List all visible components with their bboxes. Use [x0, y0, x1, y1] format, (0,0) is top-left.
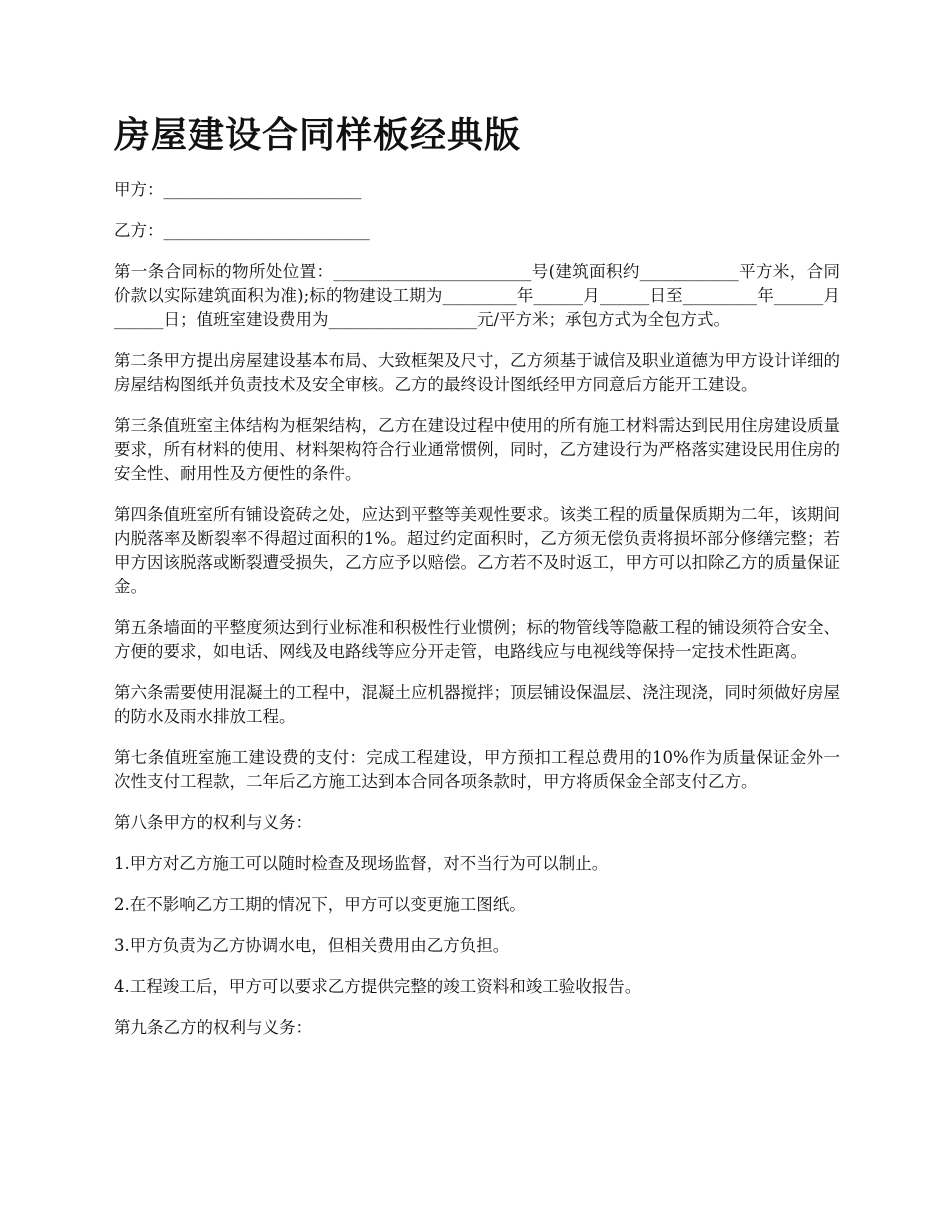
article-3: 第三条值班室主体结构为框架结构，乙方在建设过程中使用的所有施工材料需达到民用住房建设质量要求，所有材料的使用、材料架构符合行业通常惯例，同时，乙方建设行为严格落实建设民用住房的安全性、耐用性及方便性的条件。: [114, 416, 840, 483]
article-7: 第七条值班室施工建设费的支付：完成工程建设，甲方预扣工程总费用的10%作为质量保证金外一次性支付工程款，二年后乙方施工达到本合同各项条款时，甲方将质保金全部支付乙方。: [114, 748, 840, 791]
article-6: 第六条需要使用混凝土的工程中，混凝土应机器搅拌；顶层铺设保温层、浇注现浇，同时须做好房屋的防水及雨水排放工程。: [114, 683, 840, 726]
article-8-item-2: 2.在不影响乙方工期的情况下，甲方可以变更施工图纸。: [114, 895, 526, 914]
article-8-item-3: 3.甲方负责为乙方协调水电，但相关费用由乙方负担。: [114, 936, 510, 955]
party-a-line: 甲方：________________________: [114, 180, 362, 199]
article-2: 第二条甲方提出房屋建设基本布局、大致框架及尺寸，乙方须基于诚信及职业道德为甲方设计详细的房屋结构图纸并负责技术及安全审核。乙方的最终设计图纸经甲方同意后方能开工建设。: [114, 351, 840, 394]
article-1: 第一条合同标的物所处位置：________________________号(建筑面积约____________平方米，合同价款以实际建筑面积为准);标的物建设工期为_________年______月______日至_________年______月______日；值班室建设费用为__________________元/平方米；承包方式为全包方式。: [114, 262, 840, 329]
article-8-heading: 第八条甲方的权利与义务：: [114, 813, 312, 832]
article-9-heading: 第九条乙方的权利与义务：: [114, 1018, 312, 1037]
article-8-item-1: 1.甲方对乙方施工可以随时检查及现场监督，对不当行为可以制止。: [114, 854, 609, 873]
article-5: 第五条墙面的平整度须达到行业标准和积极性行业惯例；标的物管线等隐蔽工程的铺设须符合安全、方便的要求，如电话、网线及电路线等应分开走管，电路线应与电视线等保持一定技术性距离。: [114, 618, 840, 661]
document-page: [114, 112, 840, 1057]
party-b-line: 乙方：_________________________: [114, 221, 370, 240]
article-4: 第四条值班室所有铺设瓷砖之处，应达到平整等美观性要求。该类工程的质量保质期为二年，该期间内脱落率及断裂率不得超过面积的1%。超过约定面积时，乙方须无偿负责将损坏部分修缮完整；若甲方因该脱落或断裂遭受损失，乙方应予以赔偿。乙方若不及时返工，甲方可以扣除乙方的质量保证金。: [114, 505, 840, 596]
document-title: 房屋建设合同样板经典版: [114, 115, 522, 156]
article-8-item-4: 4.工程竣工后，甲方可以要求乙方提供完整的竣工资料和竣工验收报告。: [114, 977, 642, 996]
